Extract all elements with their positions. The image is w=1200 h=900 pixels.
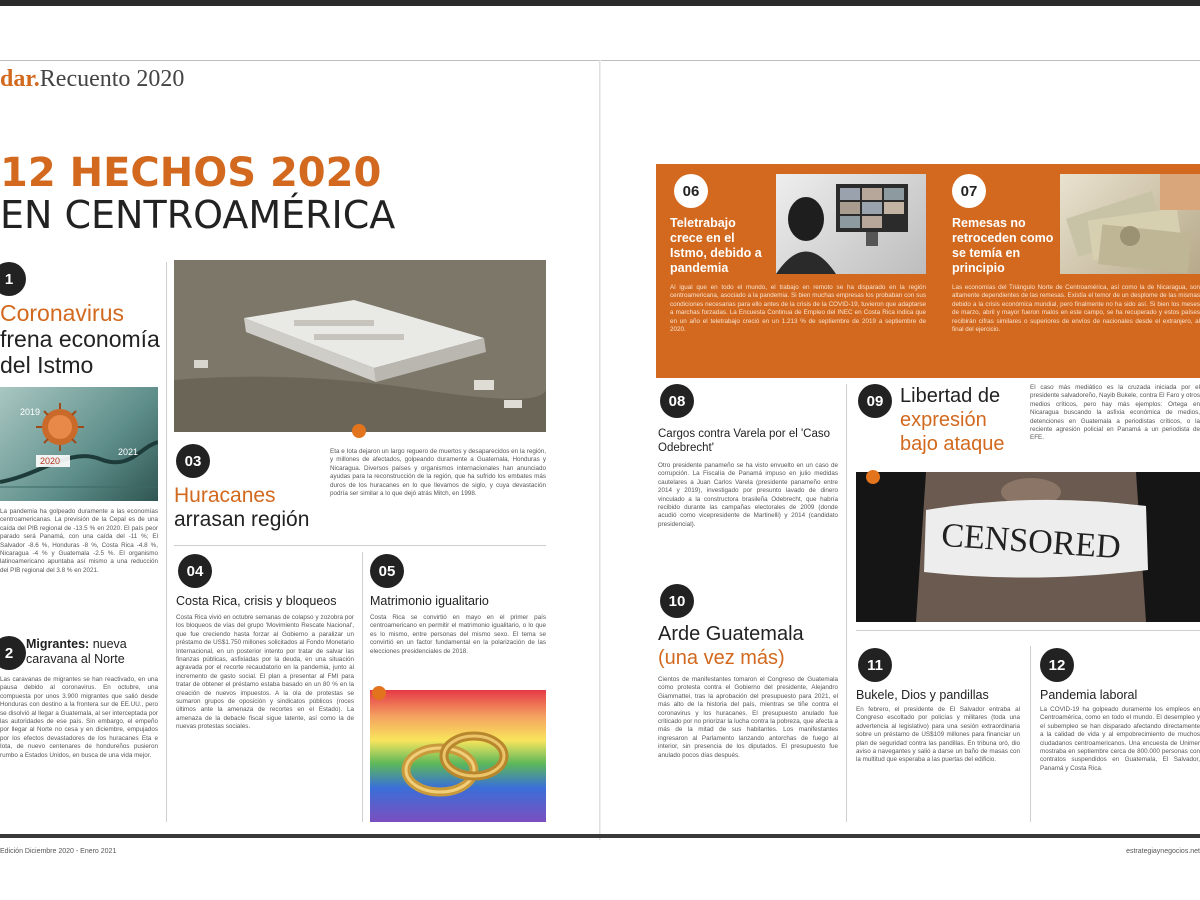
story-number-11: 11 [858, 648, 892, 682]
story-09-title-line1: Libertad de [900, 385, 1001, 407]
virus-illustration [0, 387, 158, 501]
page-header [0, 66, 184, 93]
story-05-title: Matrimonio igualitario [370, 594, 489, 608]
story-02-title-line2: caravana al Norte [26, 652, 125, 666]
column-divider-2 [362, 552, 363, 822]
main-title-line2: EN CENTROAMÉRICA [0, 193, 396, 237]
footer-edition: Edición Diciembre 2020 - Enero 2021 [0, 848, 117, 855]
story-08-body: Otro presidente panameño se ha visto envuelto en un caso de corrupción. La Fiscalía de Panamá impuso en julio medidas cautelares a Juan Carlos Varela (presidente panameño entre 2014 y 2019), investigado por presunto lavado de dinero vinculado a la constructora brasileña Odebrecht, que habría recibido durante las campañas electorales de 2009 (donde acudió como vicepresidente de Martinelli) y 2014 (candidato presidencial). [658, 462, 838, 528]
photo-marker-3 [866, 470, 880, 484]
story-07-body: Las economías del Triángulo Norte de Centroamérica, así como la de Nicaragua, son altamente dependientes de las remesas. Existía el temor de un desplome de las mismas debido a la crisis económica mundial, pero finalmente no ha sido así. Si bien los meses de marzo, abril y mayor fueron malos en este campo, se ha recuperado y estos países recibirán cifras similares o superiores de envíos de nacionales desde el extranjero, al final del ejercicio. [952, 284, 1200, 334]
money-illustration [1060, 174, 1200, 274]
bottom-rule [0, 834, 1200, 838]
row-divider [174, 545, 546, 546]
story-04-title: Costa Rica, crisis y bloqueos [176, 594, 337, 608]
story-number-10: 10 [660, 584, 694, 618]
hurricane-flood-photo [174, 260, 546, 432]
story-02-body: Las caravanas de migrantes se han reactivado, en una pausa debido al coronavirus. En octubre, una compuesta por unos 3.900 migrantes que salió desde Honduras con destino a la frontera sur de EE.UU., pero se disolvió al llegar a Guatemala, al ser interceptada por las autoridades de ese país. Sin embargo, el empeño por llegar al Norte no cesa y en diciembre, empujados por los efectos devastadores de los huracanes Eta e Iota, de nuevo centenares de hondureños pusieron rumbo a Estados Unidos, en busca de una vida mejor. [0, 676, 158, 759]
censored-tape-text: CENSORED [940, 516, 1122, 567]
story-number-05: 05 [370, 554, 404, 588]
story-03-title-rest: arrasan región [174, 508, 310, 531]
story-number-07: 07 [952, 174, 986, 208]
story-10-title [658, 622, 842, 670]
story-11-title: Bukele, Dios y pandillas [856, 688, 989, 702]
telework-illustration [776, 174, 926, 274]
top-bar [0, 0, 1200, 6]
story-number-02: 2 [0, 636, 26, 670]
story-number-12: 12 [1040, 648, 1074, 682]
story-01-body: La pandemia ha golpeado duramente a las economías centroamericanas. La previsión de la Cepal es de una caída del PIB regional de -13.5 % en 2020. El país peor parado será Panamá, con una caída del -11 %; El Salvador -8.6 %, Honduras -8 %, Costa Rica -4.8 %, Nicaragua -4 % y Guatemala -2.5 %. El organismo latinoamericano apuntaba así mismo a una reducción del PIB regional del 3.8 % en 2021. [0, 508, 158, 574]
flood-illustration [174, 260, 546, 432]
row-divider-2 [856, 630, 1200, 631]
main-title-line1: 12 HECHOS 2020 [0, 150, 382, 196]
main-title [0, 152, 395, 236]
story-09-title-line2: expresión [900, 409, 987, 431]
story-number-08: 08 [660, 384, 694, 418]
story-number-01: 1 [0, 262, 26, 296]
story-05-body: Costa Rica se convirtió en mayo en el primer país centroamericano en permitir el matrimonio igualitario, o lo que es lo mismo, entre personas del mismo sexo. El tema se convirtió en un factor fundamental en la polarización de las elecciones presidenciales de 2018. [370, 614, 546, 655]
story-10-title-main: Arde Guatemala [658, 623, 804, 645]
story-09-title-line3: bajo ataque [900, 433, 1005, 455]
story-08-title: Cargos contra Varela por el 'Caso Odebrecht' [658, 428, 831, 454]
header-section: Recuento 2020 [39, 66, 185, 92]
remittances-money-photo [1060, 174, 1200, 274]
story-07-title: Remesas no retroceden como se temía en principio [952, 216, 1054, 275]
story-04-body: Costa Rica vivió en octubre semanas de colapso y zozobra por los bloqueos de vías del grupo 'Movimiento Rescate Nacional', que fue creciendo hasta forzar al Gobierno a paralizar un préstamo de US$1.750 millones solicitados al Fondo Monetario Internacional, en un posterior intento por tratar de salvar las finanzas públicas, asfixiadas por la deuda, en una situación agravada por el recorte recaudatorio en la pandemia, junto al incremento de gasto social. El plan a presentar al FMI para tratar de obtener el préstamo estaba basado en un 80 % en la creación de nuevos impuestos. A la ola de protestas se sumaron grupos de oposición y sindicatos públicos (roces últimos ante la amenaza de recortes en el Estado). La amenaza de la debacle fiscal sigue latente, así como la de nuevas protestas sociales. [176, 614, 354, 731]
story-12-title: Pandemia laboral [1040, 688, 1138, 702]
story-02-title-bold: Migrantes: [26, 637, 90, 651]
rings-illustration [370, 690, 546, 822]
story-10-body: Cientos de manifestantes tomaron el Congreso de Guatemala como protesta contra el Gobierno del presidente, Alejandro Giammattei, tras la aprobación del presupuesto para 2021, el más alto de la historia del país, mientras se tiñe contra el coronavirus y los huracanes. El presupuesto anulado fue criticado por no priorizar la lucha contra la pobreza, que afecta a más de la mitad de sus habitantes. Los manifestantes ingresaron al Parlamento lanzando antorchas de fuego al interior, sin presencia de los diputados. El presupuesto fue anulado pocos días después. [658, 676, 838, 759]
column-divider-3 [846, 384, 847, 822]
column-divider [166, 262, 167, 822]
story-02-title [26, 637, 161, 667]
footer-website: estrategiaynegocios.net [1126, 848, 1200, 855]
story-number-06: 06 [674, 174, 708, 208]
story-09-title [900, 384, 1030, 456]
coronavirus-chart-image [0, 387, 158, 501]
wedding-rings-photo [370, 690, 546, 822]
story-number-09: 09 [858, 384, 892, 418]
virus-label-2021: 2021 [118, 447, 139, 457]
column-divider-4 [1030, 646, 1031, 822]
telework-photo [776, 174, 926, 274]
photo-marker-2 [372, 686, 386, 700]
story-01-title-line2: frena economía [0, 326, 160, 352]
story-01-title [0, 300, 160, 378]
story-01-title-orange: Coronavirus [0, 300, 124, 326]
censored-mouth-photo [856, 472, 1200, 622]
story-11-body: En febrero, el presidente de El Salvador entraba al Congreso escoltado por policías y militares (toda una advertencia al legislativo) para una sesión extraordinaria sobre un préstamo de US$109 millones para financiar un plan de seguridad contra las pandillas. En tribuna oró, dio aviso a navegantes y salió a darse un baño de masas con la multitud que esperaba a las puertas del edificio. [856, 706, 1020, 764]
photo-marker [352, 424, 366, 438]
story-02-title-line1: nueva [92, 637, 127, 651]
spread-gutter [599, 60, 601, 840]
story-10-subtitle: (una vez más) [658, 647, 785, 669]
story-12-body: La COVID-19 ha golpeado duramente los empleos en Centroamérica, como en todo el mundo. El desempleo y el subempleo se han disparado afectando directamente a la calidad de vida y al empobrecimiento de muchos ciudadanos centroamericanos. Una encuesta de Unimer mostraba en septiembre cerca de 800.000 personas con contratos suspendidos en Guatemala, El Salvador, Panamá y Costa Rica. [1040, 706, 1200, 772]
story-03-title-orange: Huracanes [174, 484, 276, 507]
story-06-body: Al igual que en todo el mundo, el trabajo en remoto se ha disparado en la región centroamericana, asociado a la pandemia. Si bien muchas empresas los probaban con sus condiciones necesarias para ello antes de la crisis de la COVID-19, tuvieron que adaptarse a marchas forzadas. La Encuesta Continua de Empleo del INEC en Costa Rica indica que en un año el teletrabajo creció en un 1.213 % de septiembre de 2019 a septiembre de 2020. [670, 284, 926, 334]
virus-label-2019: 2019 [20, 407, 41, 417]
story-06-title: Teletrabajo crece en el Istmo, debido a pandemia [670, 216, 762, 275]
story-03-title [174, 484, 324, 532]
header-brand: dar. [0, 66, 40, 92]
story-01-title-line3: del Istmo [0, 352, 94, 378]
story-03-body: Eta e Iota dejaron un largo reguero de muertos y desaparecidos en la región, y millones de afectados, golpeando duramente a Guatemala, Honduras y Nicaragua. Diversos países y organismos internacionales han anunciado ayudas para la reconstrucción de la región, que ha sufrido los embates más duros de los huracanes en lo que llevamos de siglo, y cuya devastación podría ser similar a lo que dejó atrás Mitch, en 1998. [330, 448, 546, 498]
story-09-body: El caso más mediático es la cruzada iniciada por el presidente salvadoreño, Nayib Bukele, contra El Faro y otros medios críticos, pero hay más ejemplos: Ortega en Nicaragua buscando la asfixia económica de medios, detenciones en Guatemala a periodistas críticos, o la reciente agresión policial en Panamá a un periodista de EFE. [1030, 384, 1200, 442]
censored-illustration [856, 472, 1200, 622]
story-number-04: 04 [178, 554, 212, 588]
virus-label-2020: 2020 [40, 456, 61, 466]
story-number-03: 03 [176, 444, 210, 478]
